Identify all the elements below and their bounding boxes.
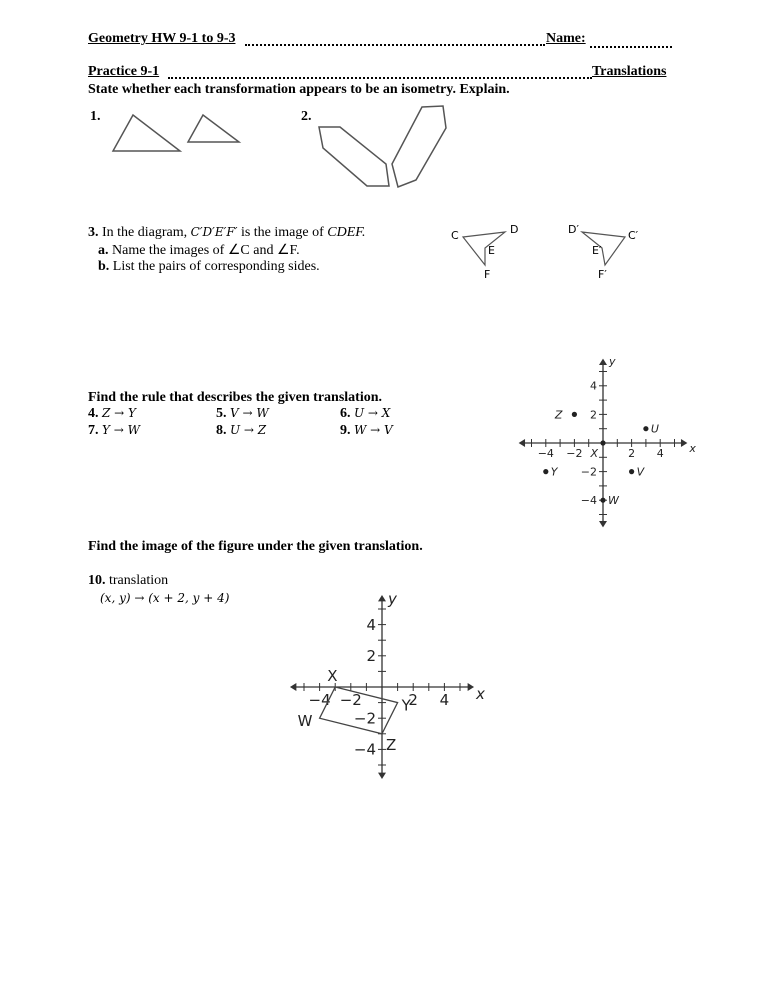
worksheet-title: Geometry HW 9-1 to 9-3 [88,31,236,46]
y-tick-label: −2 [353,709,376,728]
point-W [600,498,605,503]
q10-text: translation [109,573,169,588]
x-tick-label: 4 [439,691,450,709]
instruction: State whether each transformation appears to be an isometry. Explain. [88,82,510,97]
label-E: E [488,244,495,257]
y-tick-label: −2 [580,465,597,479]
point-label-X: X [590,447,598,460]
y-axis-label: y [388,589,397,608]
item-6 [340,406,390,422]
item-5 [216,406,269,422]
q3-image-name: C′D′E′F′ [190,225,238,239]
point-label-Z: Z [554,408,563,422]
item-expr: U → Z [230,423,267,437]
q3a [98,242,300,259]
label-C: C [451,229,459,242]
item-number: 9. [340,423,351,438]
q3-text-before: In the diagram, [102,225,188,240]
label-C-prime: C′ [628,229,639,242]
vertex-label-X: X [327,667,338,685]
q1-triangle-left [113,115,180,151]
point-V [629,469,634,474]
coordinate-graph-q10 [290,590,485,779]
section3-title: Find the image of the figure under the given translation. [88,539,423,554]
q3-text-after: is the image of [240,225,324,240]
point-label-V: V [636,465,645,479]
q2-hexagon-left [319,127,389,186]
y-arrow-icon [599,521,607,527]
item-number: 6. [340,406,351,421]
item-4 [88,406,136,422]
item-number: 4. [88,406,99,421]
x-arrow-icon [681,439,687,447]
q3-number: 3. [88,225,99,240]
item-9 [340,423,393,439]
point-Z [572,412,577,417]
q10-number: 10. [88,573,106,588]
q3b-text: List the pairs of corresponding sides. [112,259,320,274]
item-expr: Y → W [102,423,140,437]
item-7 [88,423,140,439]
section2-title: Find the rule that describes the given translation. [88,390,382,405]
item-number: 7. [88,423,99,438]
y-axis-label: y [609,355,616,369]
coordinate-graph-translations [519,355,697,527]
q3a-label: a. [98,243,109,258]
q1-triangle-right [188,115,239,142]
section-title: Practice 9-1 [88,64,160,79]
q3a-text: Name the images of ∠C and ∠F. [112,243,300,258]
x-tick-label: −4 [537,447,554,460]
vertex-label-Y: Y [401,696,411,715]
point-X [600,440,605,445]
q10 [88,573,168,589]
y-tick-label: 4 [366,615,376,634]
item-expr: V → W [230,406,269,420]
x-tick-label: −2 [339,691,362,709]
x-arrow-icon [468,683,474,691]
q3-figure-cdef [463,232,505,265]
vertex-label-W: W [297,712,313,731]
y-tick-label: 2 [366,647,376,666]
q1-number: 1. [90,109,101,124]
point-U [643,426,648,431]
x-arrow-icon [519,439,525,447]
item-expr: U → X [354,406,391,420]
point-Y [543,469,548,474]
q10-rule: (x, y) → (x + 2, y + 4) [100,591,230,605]
label-D: D [510,223,519,236]
item-number: 5. [216,406,227,421]
y-arrow-icon [378,773,386,779]
q3-prompt [88,225,366,241]
name-label: Name: [546,31,586,46]
label-E-prime: E′ [592,244,602,257]
x-tick-label: 4 [656,447,664,460]
label-D-prime: D′ [568,223,579,236]
q3-preimage: CDEF. [327,225,366,240]
x-tick-label: −2 [566,447,583,460]
label-F-prime: F′ [598,268,607,281]
q3b [98,259,320,275]
x-tick-label: 2 [628,447,636,460]
q2-number: 2. [301,109,312,124]
q3b-label: b. [98,259,110,274]
y-arrow-icon [378,595,386,601]
q2-hexagon-right [392,106,446,187]
y-tick-label: 4 [590,379,597,393]
y-arrow-icon [599,359,607,365]
y-tick-label: 2 [590,408,597,422]
y-tick-label: −4 [353,740,376,759]
x-tick-label: −4 [308,691,331,709]
point-label-U: U [650,422,659,436]
item-expr: Z → Y [102,406,136,420]
label-F: F [484,268,491,281]
x-tick-label: 2 [408,691,418,709]
x-axis-label: x [689,441,696,455]
item-expr: W → V [354,423,393,437]
section-topic: Translations [592,64,667,79]
x-axis-label: x [476,685,485,703]
y-tick-label: −4 [580,494,597,508]
vertex-label-Z: Z [386,735,397,754]
q3-figure-image [582,232,625,265]
item-number: 8. [216,423,227,438]
point-label-Y: Y [550,465,558,479]
item-8 [216,423,266,439]
x-arrow-icon [290,683,296,691]
point-label-W: W [608,494,619,508]
